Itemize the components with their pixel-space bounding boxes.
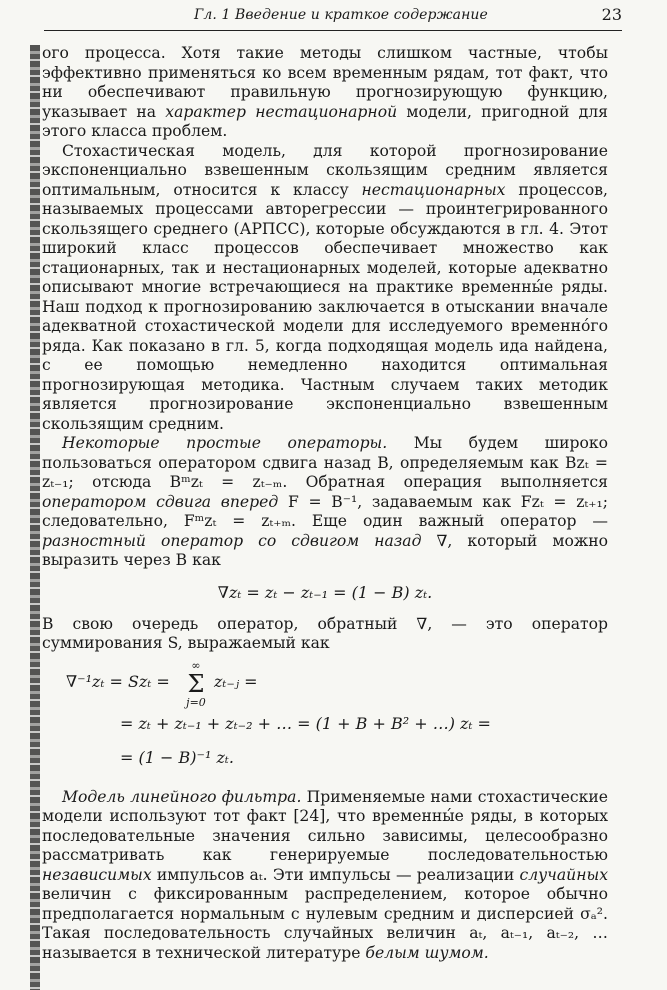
- page-body: [42, 44, 608, 963]
- page-number: 23: [601, 5, 622, 24]
- formula-backward-difference: ∇zₜ = zₜ − zₜ₋₁ = (1 − B) zₜ.: [217, 582, 433, 602]
- paragraph-1: ого процесса. Хотя такие методы слишком частные, чтобы эффективно применяться ко всем временным рядам, тот факт, что ни обеспечивают правильную прогнозирующую функцию, указывает на характер нестационарной модели, пригодной для этого класса проблем.: [42, 44, 608, 140]
- paragraph-5: Модель линейного фильтра. Применяемые нами стохастические модели используют тот факт [24], что временны́е ряды, в которых последовательные значения сильно зависимы, целесообразно рассматривать как генерируемые последовательностью независимых импульсов aₜ. Эти импульсы — реализации случайных величин с фиксированным распределением, которое обычно предполагается нормальным с нулевым средним и дисперсией σₐ². Такая последовательность случайных величин aₜ, aₜ₋₁, aₜ₋₂, … называется в технической литературе белым шумом.: [42, 787, 608, 962]
- sum-lower-limit: j=0: [186, 695, 206, 709]
- math-line-1-lhs: ∇⁻¹zₜ = Szₜ =: [66, 671, 170, 691]
- summation-operator: [184, 660, 208, 708]
- sum-upper-limit: ∞: [191, 658, 201, 672]
- math-line-2: = zₜ + zₜ₋₁ + zₜ₋₂ + … = (1 + B + B² + …) zₜ =: [120, 713, 491, 733]
- binding-shadow: [30, 45, 40, 990]
- summation-formula: [42, 660, 608, 778]
- paragraph-3: Некоторые простые операторы. Мы будем широко пользоваться оператором сдвига назад B, определяемым как Bzₜ = zₜ₋₁; отсюда Bᵐzₜ = zₜ₋ₘ. Обратная операция выполняется оператором сдвига вперед F = B⁻¹, задаваемым как Fzₜ = zₜ₊₁; следовательно, Fᵐzₜ = zₜ₊ₘ. Еще один важный оператор — разностный оператор со сдвигом назад ∇, который можно выразить через B как: [42, 434, 608, 569]
- math-line-1-rhs: zₜ₋ⱼ =: [214, 671, 258, 691]
- page-header: [44, 0, 622, 31]
- sum-sigma: Σ: [187, 669, 205, 698]
- running-head: Гл. 1 Введение и краткое содержание: [194, 7, 488, 23]
- math-line-3: = (1 − B)⁻¹ zₜ.: [120, 747, 234, 767]
- paragraph-2: Стохастическая модель, для которой прогнозирование экспоненциально взвешенным скользящим средним является оптимальным, относится к классу нестационарных процессов, называемых процессами авторегрессии — проинтегрированного скользящего среднего (АРПСС), которые обсуждаются в гл. 4. Этот широкий класс процессов обеспечивает множество как стационарных, так и нестационарных моделей, которые адекватно описывают многие встречающиеся на практике временны́е ряды. Наш подход к прогнозированию заключается в отыскании вначале адекватной стохастической модели для исследуемого временно́го ряда. Как показано в гл. 5, когда подходящая модель ида найдена, с ее помощью немедленно находится оптимальная прогнозирующая методика. Частным случаем таких методик является прогнозирование экспоненциально взвешенным скользящим средним.: [42, 141, 608, 433]
- paragraph-4: В свою очередь оператор, обратный ∇, — это оператор суммирования S, выражаемый как: [42, 614, 608, 652]
